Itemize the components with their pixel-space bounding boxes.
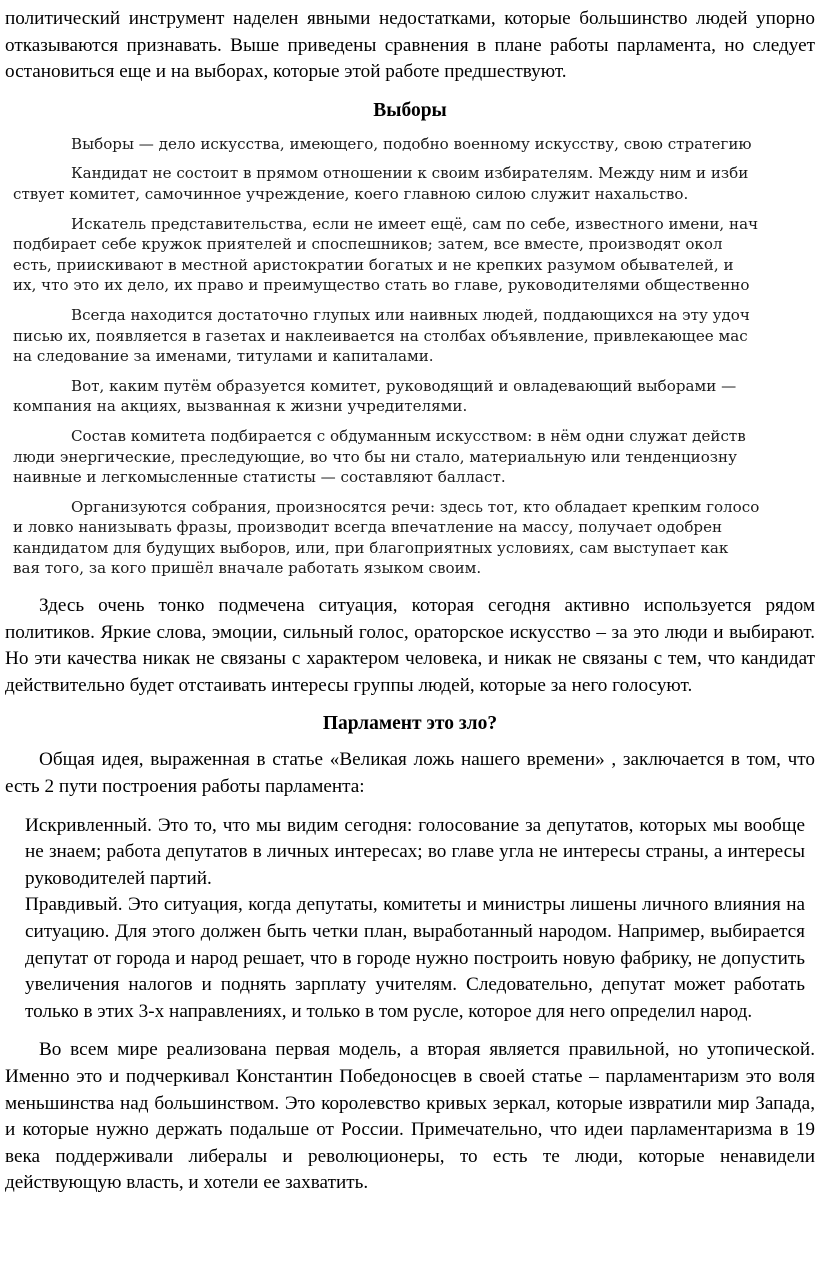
quote-line: подбирает себе кружок приятелей и споспешников; затем, все вместе, производят окол: [13, 235, 723, 254]
quote-line: Состав комитета подбирается с обдуманным искусством: в нём одни служат действ: [71, 426, 746, 445]
quote-line: есть, приискивают в местной аристократии богатых и не крепких разумом обывателей, и: [13, 255, 734, 274]
quote-line: Искатель представительства, если не имеет ещё, сам по себе, известного имени, нач: [71, 214, 759, 233]
idea-paragraph: Общая идея, выраженная в статье «Великая ложь нашего времени» , заключается в том, что есть 2 пути построения работы парламента:: [5, 749, 815, 798]
quote-line: компания на акциях, вызванная к жизни учредителями.: [13, 397, 468, 416]
quote-line: ствует комитет, самочинное учреждение, коего главною силою служит нахальство.: [13, 184, 689, 203]
paths-list: [25, 813, 805, 1026]
list-item-crooked: Искривленный. Это то, что мы видим сегодня: голосование за депутатов, которых мы вообще не знаем; работа депутатов в личных интересах; во главе угла не интересы страны, а интересы руководителей партий.: [25, 814, 805, 889]
quote-line: их, что это их дело, их право и преимущество стать во главе, руководителями общественно: [13, 276, 750, 295]
quote-paragraph-4: [13, 305, 816, 367]
quote-paragraph-6: [13, 426, 816, 488]
quote-line: кандидатом для будущих выборов, или, при благоприятных условиях, сам выступает как: [13, 538, 729, 557]
quote-line: и ловко нанизывать фразы, производит всегда впечатление на массу, получает одобрен: [13, 518, 723, 537]
quote-paragraph-1: [13, 134, 816, 155]
quote-line: вая того, за кого пришёл вначале работать языком своим.: [13, 559, 482, 578]
conclusion-paragraph: Во всем мире реализована первая модель, а вторая является правильной, но утопической. Именно это и подчеркивал Константин Победоносцев в своей статье – парламентаризм это воля меньшинства над большинством. Это королевство кривых зеркал, которые извратили мир Запада, и которые нужно держать подальше от России. Примечательно, что идеи парламентаризма в 19 века поддерживали либералы и революционеры, то есть те люди, которые ненавидели действующую власть, и хотели ее захватить.: [5, 1039, 815, 1194]
quote-paragraph-2: [13, 163, 816, 204]
quote-line: Кандидат не состоит в прямом отношении к своим избирателям. Между ним и изби: [71, 164, 749, 183]
quote-paragraph-7: [13, 497, 816, 579]
quote-line: Вот, каким путём образуется комитет, руководящий и овладевающий выборами —: [71, 376, 737, 395]
list-item-true: Правдивый. Это ситуация, когда депутаты, комитеты и министры лишены личного влияния на ситуацию. Для этого должен быть четки план, выработанный народом. Например, выбирается депутат от города и народ решает, что в городе нужно построить новую фабрику, не допустить увеличения налогов и поднять зарплату учителям. Следовательно, депутат может работать только в этих 3-х направлениях, и только в том русле, которое для него определил народ.: [25, 894, 805, 1022]
document-page: [5, 6, 815, 1197]
quote-line: люди энергические, преследующие, во что бы ни стало, материальную или тенденциозну: [13, 447, 737, 466]
quote-paragraph-3: [13, 214, 816, 296]
heading-elections: Выборы: [373, 99, 447, 121]
heading-parliament: Парламент это зло?: [322, 713, 498, 735]
quote-line: наивные и легкомысленные статисты — составляют балласт.: [13, 468, 506, 487]
quoted-excerpt: [13, 134, 816, 579]
quote-line: Организуются собрания, произносятся речи: здесь тот, кто обладает крепким голосо: [71, 497, 760, 516]
quote-line: писью их, появляется в газетах и наклеивается на столбах объявление, привлекающее мас: [13, 326, 748, 345]
quote-line: Выборы — дело искусства, имеющего, подобно военному искусству, свою стратегию: [71, 134, 752, 153]
quote-line: на следование за именами, титулами и капиталами.: [13, 347, 434, 366]
quote-line: Всегда находится достаточно глупых или наивных людей, поддающихся на эту удоч: [71, 305, 750, 324]
quote-paragraph-5: [13, 376, 816, 417]
comment-paragraph: Здесь очень тонко подмечена ситуация, которая сегодня активно используется рядом политиков. Яркие слова, эмоции, сильный голос, ораторское искусство – за это люди и выбирают. Но эти качества никак не связаны с характером человека, и никак не связаны с тем, что кандидат действительно будет отстаивать интересы группы людей, которые за него голосуют.: [5, 595, 815, 696]
intro-paragraph: политический инструмент наделен явными недостатками, которые большинство людей упорно отказываются признавать. Выше приведены сравнения в плане работы парламента, но следует остановиться еще и на выборах, которые этой работе предшествуют.: [5, 8, 815, 83]
